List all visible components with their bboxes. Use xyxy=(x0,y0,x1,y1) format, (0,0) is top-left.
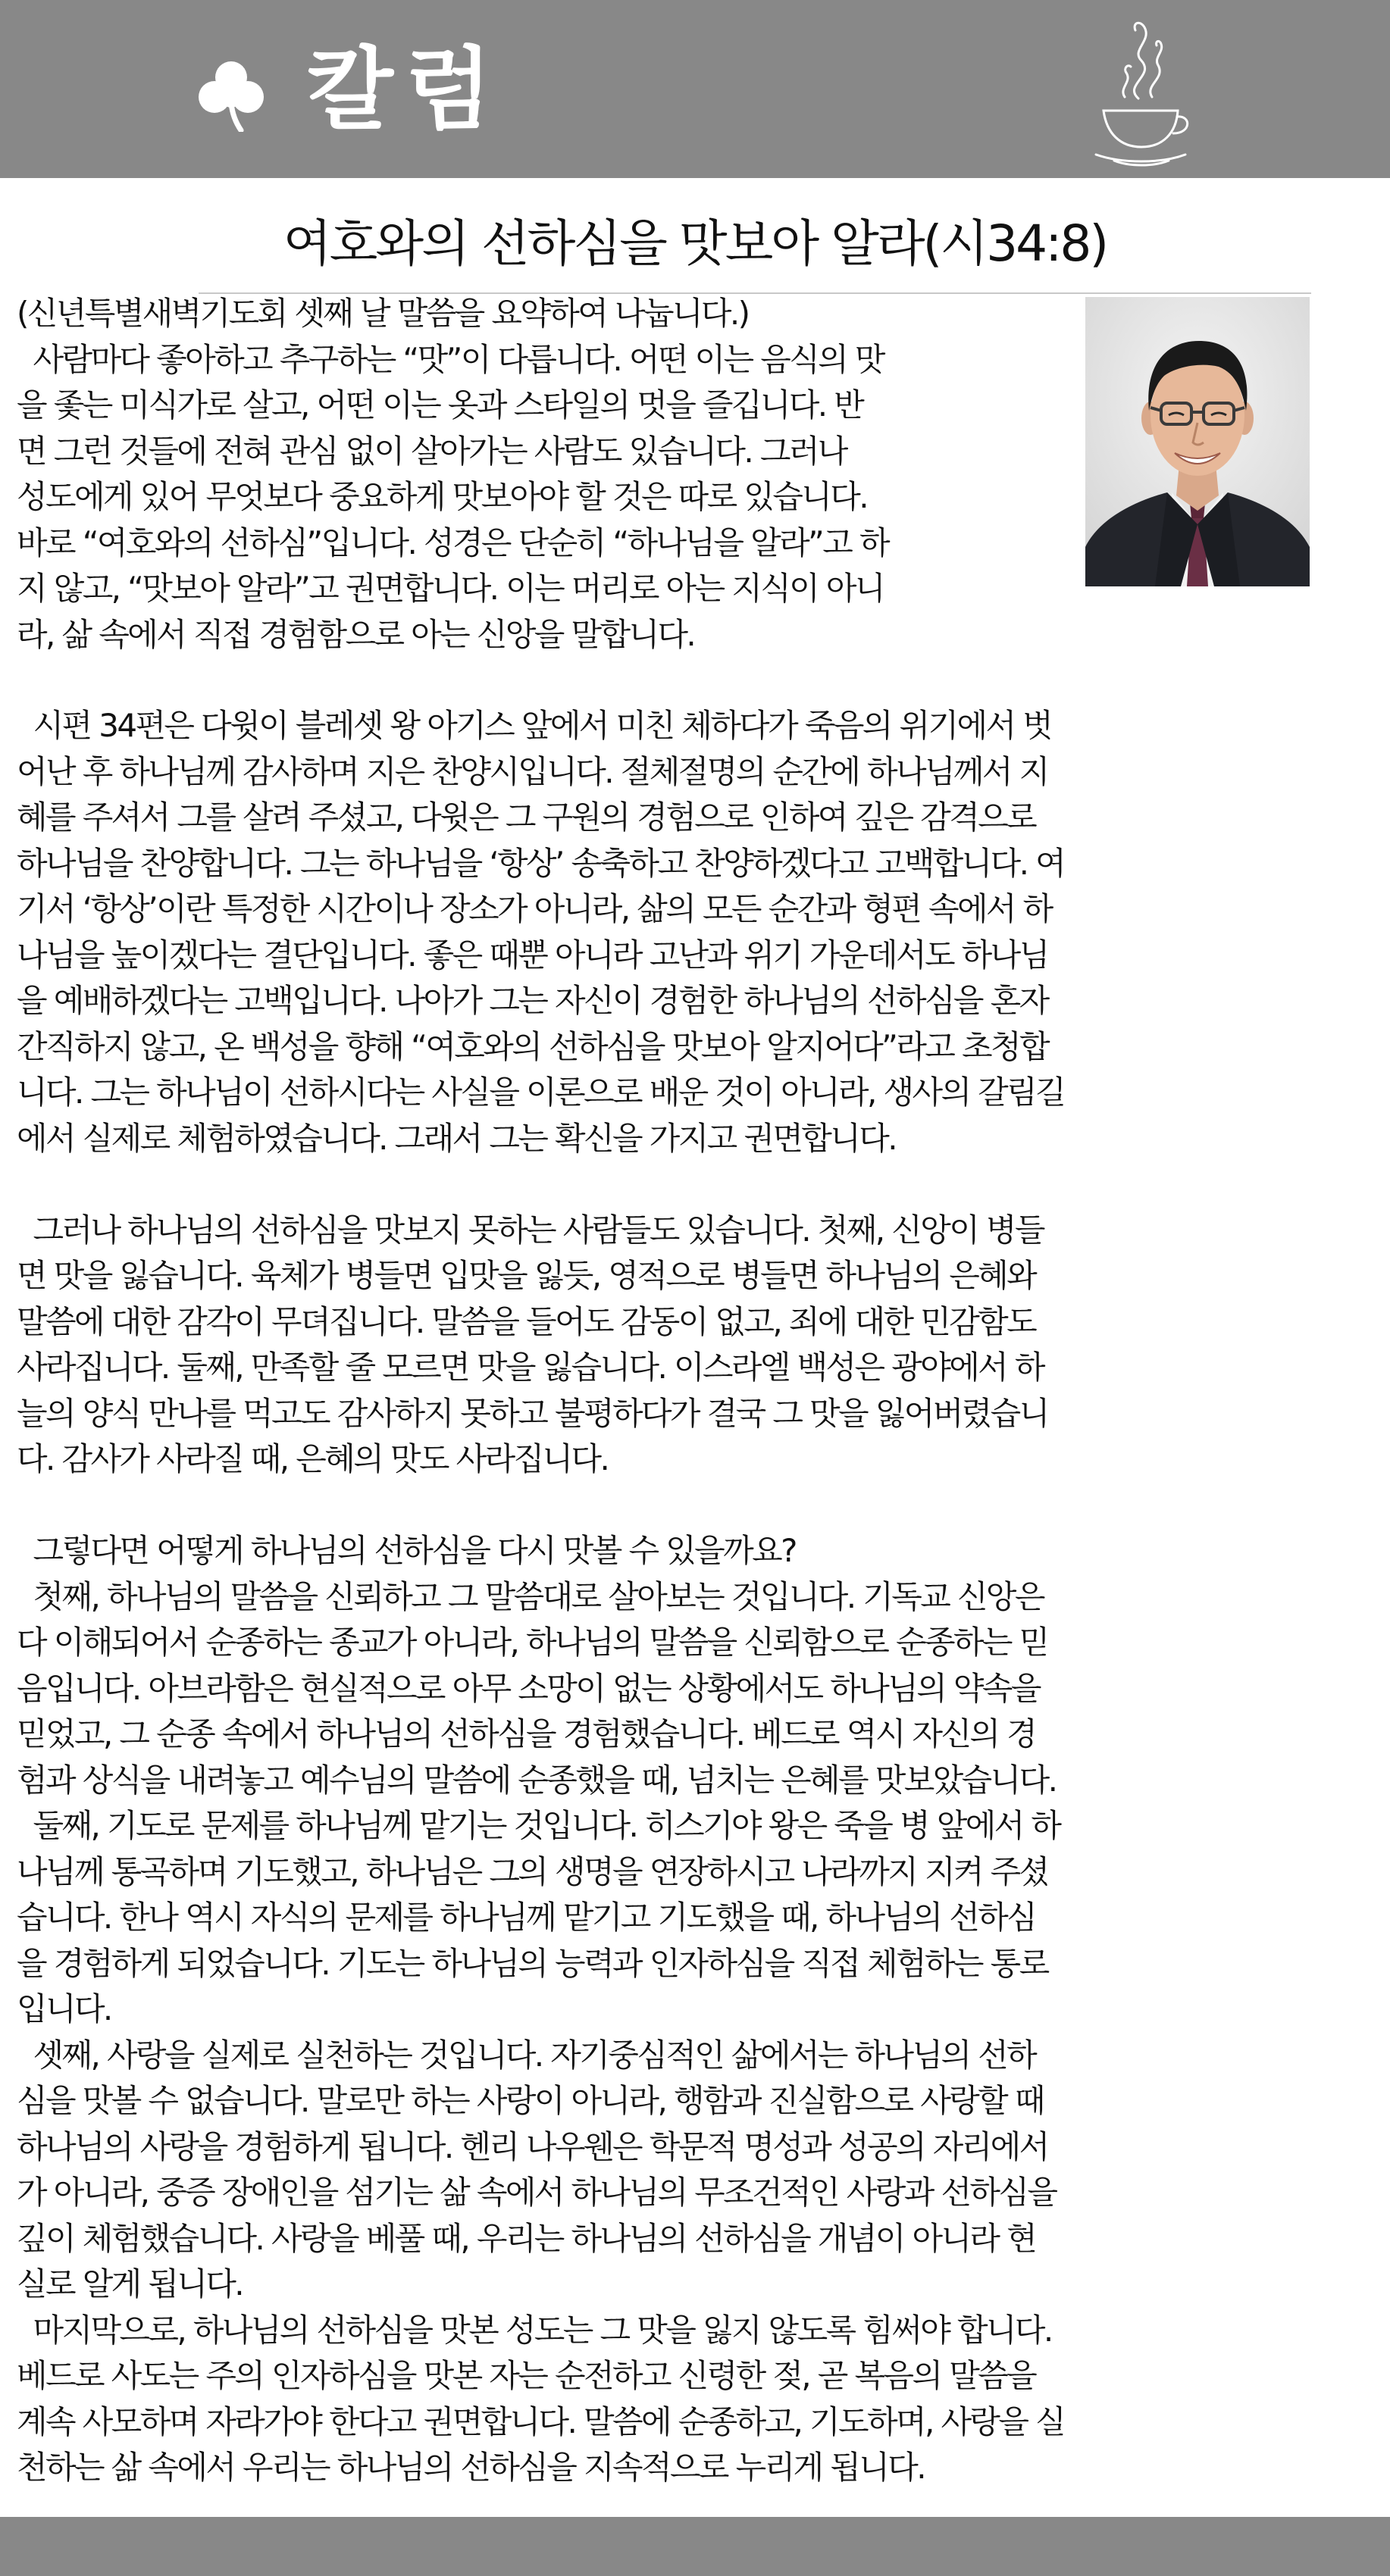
text-line: 면 맛을 잃습니다. 육체가 병들면 입맛을 잃듯, 영적으로 병들면 하나님의 은혜와 xyxy=(17,1257,1036,1294)
text-line: 늘의 양식 만나를 먹고도 감사하지 못하고 불평하다가 결국 그 맛을 잃어버렸습니 xyxy=(17,1394,1048,1432)
text-line: 천하는 삶 속에서 우리는 하나님의 선하심을 지속적으로 누리게 됩니다. xyxy=(17,2449,925,2486)
text-line: 셋째, 사랑을 실제로 실천하는 것입니다. 자기중심적인 삶에서는 하나님의 선하 xyxy=(17,2036,1036,2074)
text-line: 음입니다. 아브라함은 현실적으로 아무 소망이 없는 상황에서도 하나님의 약속을 xyxy=(17,1669,1040,1707)
text-line: 믿었고, 그 순종 속에서 하나님의 선하심을 경험했습니다. 베드로 역시 자신의 경 xyxy=(17,1715,1036,1752)
text-line: 입니다. xyxy=(17,1990,111,2027)
text-line: 습니다. 한나 역시 자식의 문제를 하나님께 맡기고 기도했을 때, 하나님의 선하심 xyxy=(17,1899,1036,1936)
text-line: 하나님을 찬양합니다. 그는 하나님을 ‘항상’ 송축하고 찬양하겠다고 고백합니다. 여 xyxy=(17,844,1065,882)
text-line: 바로 “여호와의 선하심”입니다. 성경은 단순히 “하나님을 알라”고 하 xyxy=(17,524,888,561)
article-body xyxy=(17,703,1373,2491)
text-line: 하나님의 사랑을 경험하게 됩니다. 헨리 나우웬은 학문적 명성과 성공의 자리에서 xyxy=(17,2127,1048,2165)
intro-text xyxy=(17,291,1078,658)
text-line: (신년특별새벽기도회 셋째 날 말씀을 요약하여 나눕니다.) xyxy=(17,295,749,332)
text-line: 시편 34편은 다윗이 블레셋 왕 아기스 앞에서 미친 체하다가 죽음의 위기에서 벗 xyxy=(17,707,1052,744)
text-line: 둘째, 기도로 문제를 하나님께 맡기는 것입니다. 히스기야 왕은 죽을 병 앞에서 하 xyxy=(17,1807,1060,1844)
paragraph xyxy=(17,1208,1373,1483)
text-line: 을 좇는 미식가로 살고, 어떤 이는 옷과 스타일의 멋을 즐깁니다. 반 xyxy=(17,386,863,424)
text-line: 그러나 하나님의 선하심을 맛보지 못하는 사람들도 있습니다. 첫째, 신앙이 병들 xyxy=(17,1211,1044,1249)
article-title: 여호와의 선하심을 맛보아 알라(시34:8) xyxy=(283,214,1107,273)
text-line: 어난 후 하나님께 감사하며 지은 찬양시입니다. 절체절명의 순간에 하나님께서 지 xyxy=(17,752,1048,790)
header-band xyxy=(0,0,1390,178)
text-line: 나님께 통곡하며 기도했고, 하나님은 그의 생명을 연장하시고 나라까지 지켜 주셨 xyxy=(17,1852,1048,1890)
coffee-cup-icon xyxy=(1091,9,1190,173)
section-title: 칼럼 xyxy=(307,37,504,142)
text-line: 다 이해되어서 순종하는 종교가 아니라, 하나님의 말씀을 신뢰함으로 순종하는 믿 xyxy=(17,1624,1048,1661)
text-line: 라, 삶 속에서 직접 경험함으로 아는 신앙을 말합니다. xyxy=(17,615,695,653)
text-line: 실로 알게 됩니다. xyxy=(17,2265,243,2302)
text-line: 에서 실제로 체험하였습니다. 그래서 그는 확신을 가지고 권면합니다. xyxy=(17,1119,896,1157)
text-line: 그렇다면 어떻게 하나님의 선하심을 다시 맛볼 수 있을까요? xyxy=(17,1532,796,1569)
text-line: 사람마다 좋아하고 추구하는 “맛”이 다릅니다. 어떤 이는 음식의 맛 xyxy=(17,340,884,378)
footer-band xyxy=(0,2517,1390,2576)
text-line: 가 아니라, 중증 장애인을 섬기는 삶 속에서 하나님의 무조건적인 사랑과 선하심을 xyxy=(17,2174,1057,2211)
text-line: 을 예배하겠다는 고백입니다. 나아가 그는 자신이 경험한 하나님의 선하심을 혼자 xyxy=(17,982,1048,1019)
text-line: 다. 감사가 사라질 때, 은혜의 맛도 사라집니다. xyxy=(17,1440,609,1477)
paragraph xyxy=(17,1528,1373,2491)
text-line: 심을 맛볼 수 없습니다. 말로만 하는 사랑이 아니라, 행함과 진실함으로 사랑할 때 xyxy=(17,2082,1044,2119)
text-line: 사라집니다. 둘째, 만족할 줄 모르면 맛을 잃습니다. 이스라엘 백성은 광야에서 하 xyxy=(17,1349,1044,1386)
text-line: 말씀에 대한 감각이 무뎌집니다. 말씀을 들어도 감동이 없고, 죄에 대한 민감함도 xyxy=(17,1302,1036,1340)
paragraph-gap xyxy=(17,1483,1373,1529)
text-line: 기서 ‘항상’이란 특정한 시간이나 장소가 아니라, 삶의 모든 순간과 형편 속에서 하 xyxy=(17,890,1052,927)
text-line: 면 그런 것들에 전혀 관심 없이 살아가는 사람도 있습니다. 그러나 xyxy=(17,432,847,470)
text-line: 계속 사모하며 자라가야 한다고 권면합니다. 말씀에 순종하고, 기도하며, 사랑을 실 xyxy=(17,2402,1065,2440)
text-line: 마지막으로, 하나님의 선하심을 맛본 성도는 그 맛을 잃지 않도록 힘써야 합니다. xyxy=(17,2311,1052,2349)
text-line: 성도에게 있어 무엇보다 중요하게 맛보아야 할 것은 따로 있습니다. xyxy=(17,478,868,515)
text-line: 혜를 주셔서 그를 살려 주셨고, 다윗은 그 구원의 경험으로 인하여 깊은 감격으로 xyxy=(17,799,1036,836)
text-line: 험과 상식을 내려놓고 예수님의 말씀에 순종했을 때, 넘치는 은혜를 맛보았습니다. xyxy=(17,1761,1057,1799)
text-line: 을 경험하게 되었습니다. 기도는 하나님의 능력과 인자하심을 직접 체험하는 통로 xyxy=(17,1944,1048,1982)
text-line: 깊이 체험했습니다. 사랑을 베풀 때, 우리는 하나님의 선하심을 개념이 아니라 현 xyxy=(17,2219,1036,2257)
text-line: 간직하지 않고, 온 백성을 향해 “여호와의 선하심을 맛보아 알지어다”라고 초청합 xyxy=(17,1027,1048,1065)
text-line: 나님을 높이겠다는 결단입니다. 좋은 때뿐 아니라 고난과 위기 가운데서도 하나님 xyxy=(17,936,1048,974)
author-photo xyxy=(1085,297,1310,586)
text-line: 첫째, 하나님의 말씀을 신뢰하고 그 말씀대로 살아보는 것입니다. 기독교 신앙은 xyxy=(17,1577,1044,1615)
text-line: 베드로 사도는 주의 인자하심을 맛본 자는 순전하고 신령한 젖, 곧 복음의 말씀을 xyxy=(17,2357,1036,2394)
paragraph xyxy=(17,703,1373,1161)
clover-icon xyxy=(199,59,264,132)
text-line: 니다. 그는 하나님이 선하시다는 사실을 이론으로 배운 것이 아니라, 생사의 갈림길 xyxy=(17,1074,1065,1111)
paragraph-gap xyxy=(17,1161,1373,1208)
text-line: 지 않고, “맛보아 알라”고 권면합니다. 이는 머리로 아는 지식이 아니 xyxy=(17,570,884,607)
